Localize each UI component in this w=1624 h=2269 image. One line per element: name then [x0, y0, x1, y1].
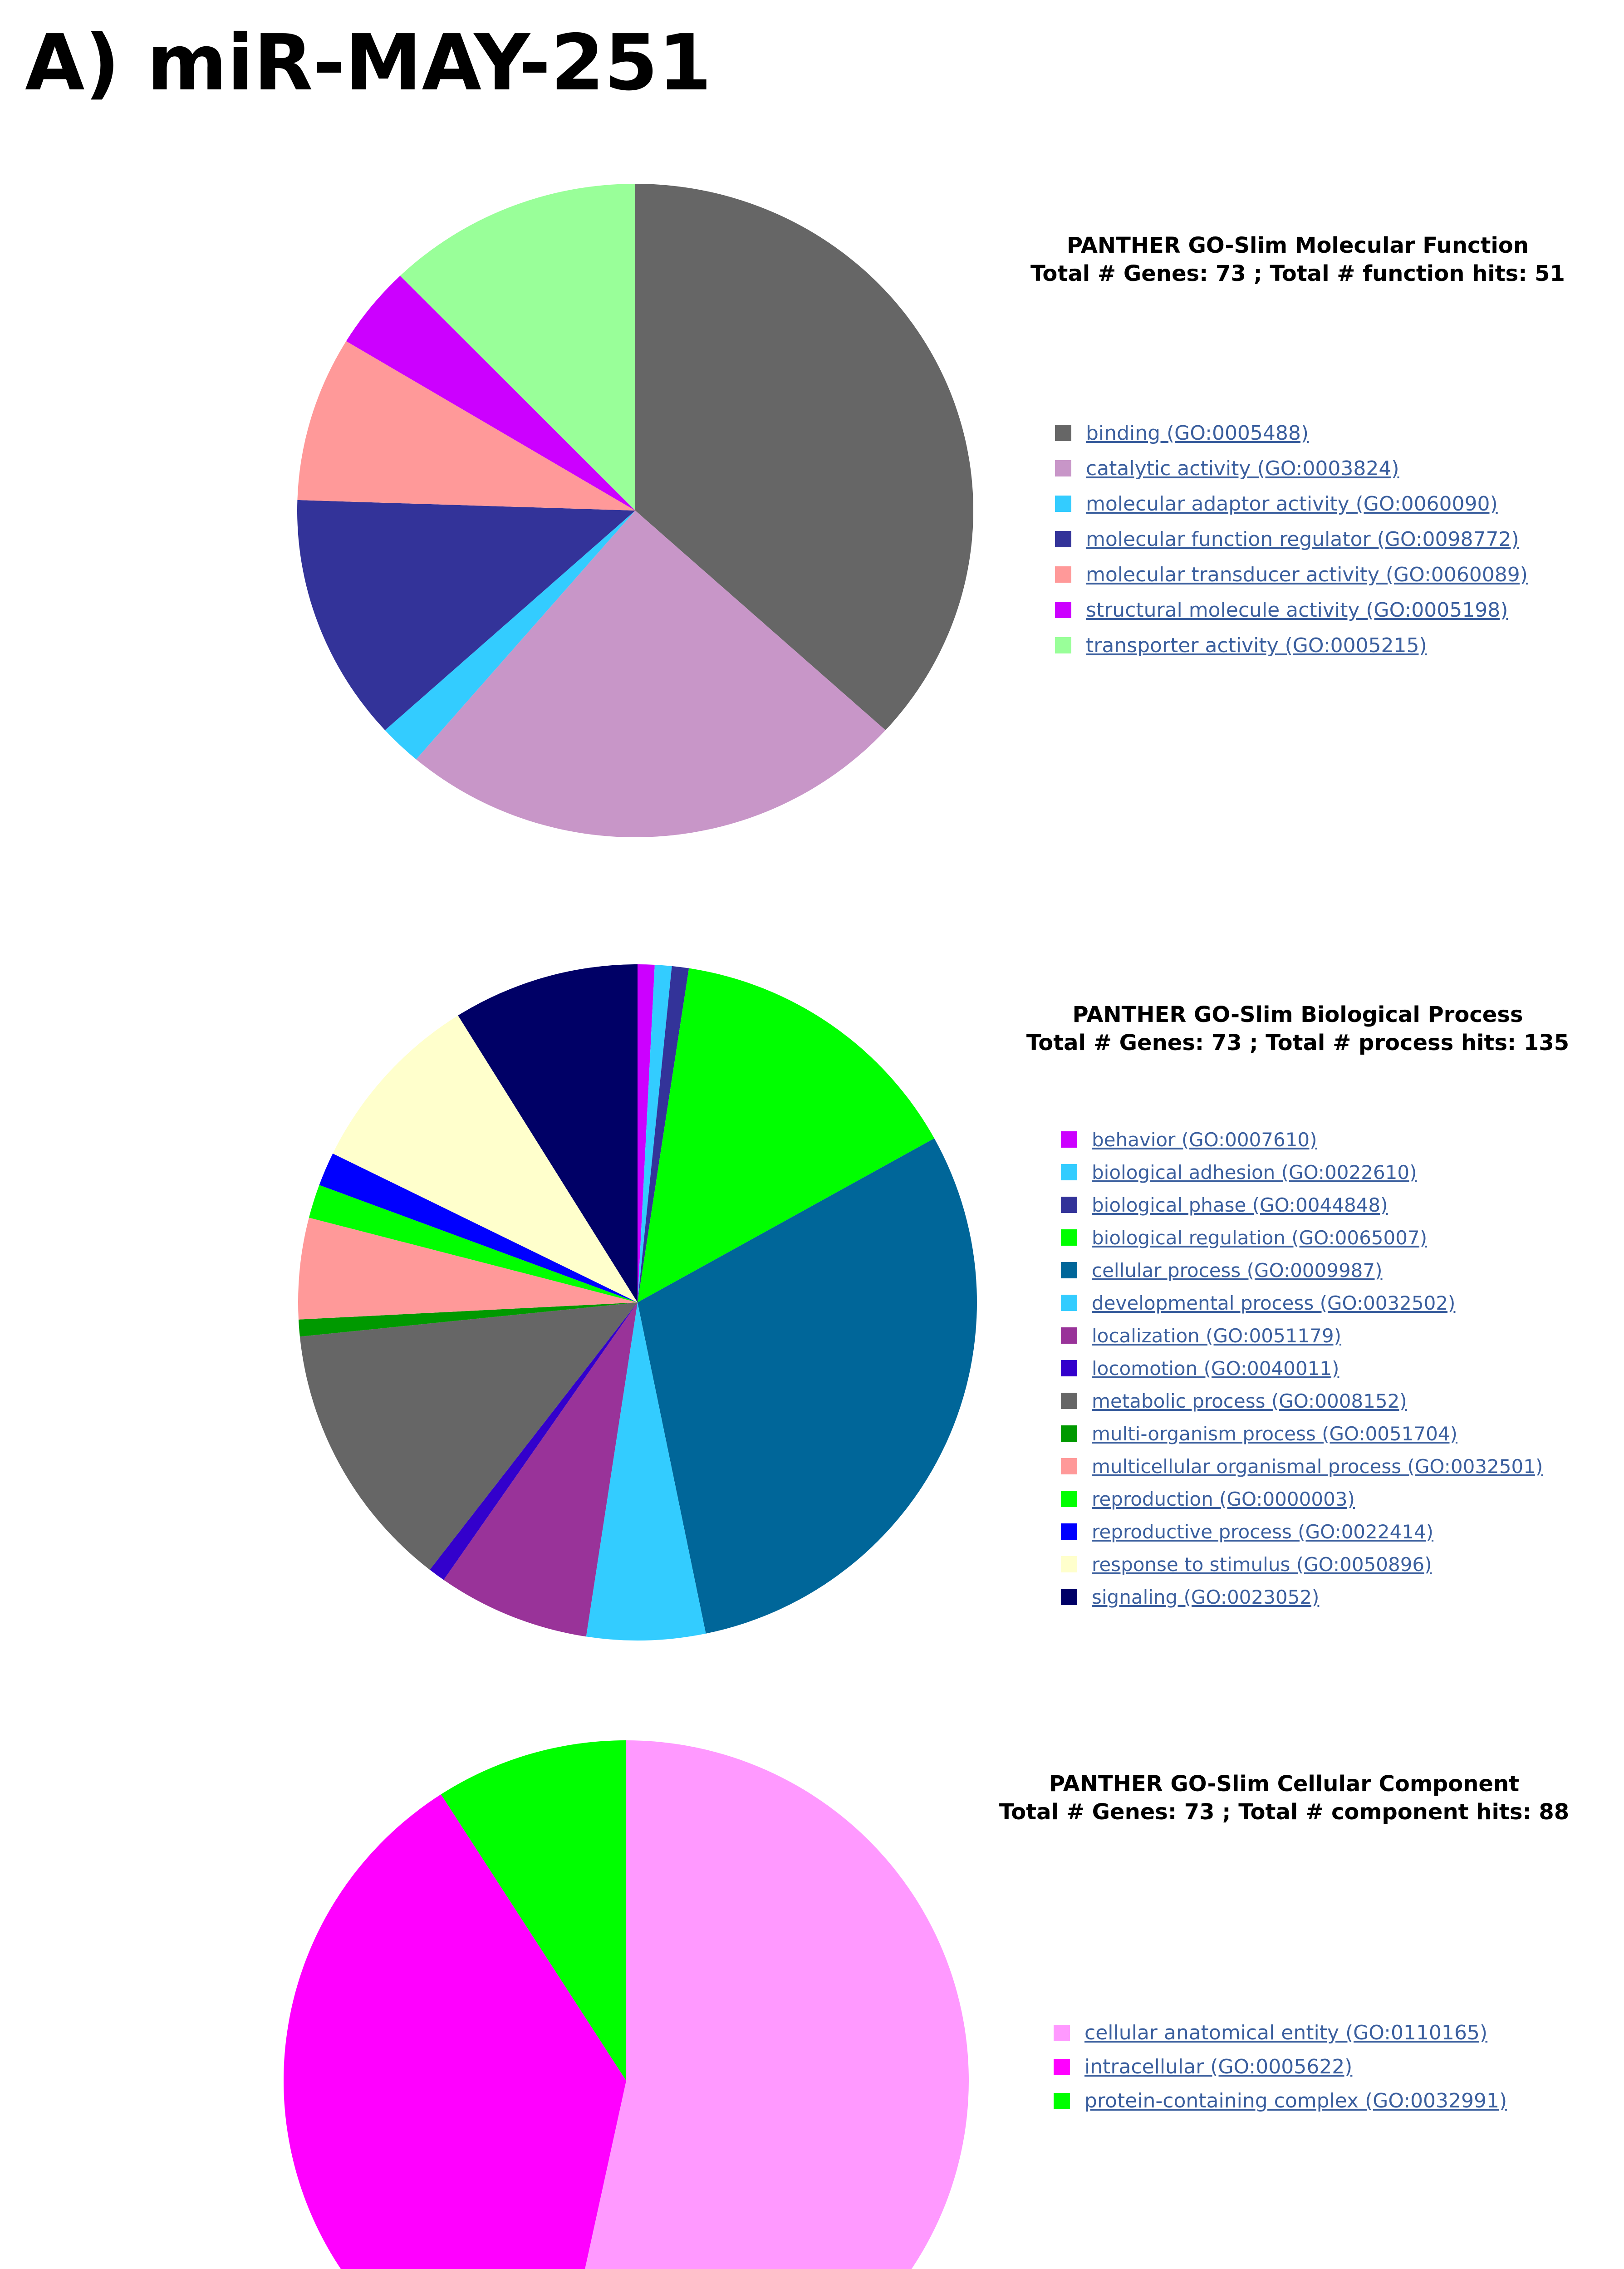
legend-swatch	[1061, 1295, 1077, 1311]
legend-link[interactable]: molecular transducer activity (GO:0060089)	[1086, 563, 1528, 586]
legend-swatch	[1061, 1556, 1077, 1572]
legend-link[interactable]: biological phase (GO:0044848)	[1092, 1193, 1388, 1216]
legend-item-localization	[1061, 1319, 1543, 1352]
legend-item-biological-adhesion	[1061, 1156, 1543, 1189]
legend-swatch	[1055, 425, 1071, 441]
legend-link[interactable]: cellular anatomical entity (GO:0110165)	[1084, 2021, 1488, 2044]
legend-swatch	[1061, 1229, 1077, 1246]
chart-title: PANTHER GO-Slim Molecular Function	[1066, 233, 1529, 258]
legend-item-cellular-anatomical-entity	[1054, 2016, 1507, 2050]
legend-link[interactable]: catalytic activity (GO:0003824)	[1086, 457, 1399, 480]
biological-process-title-block	[989, 1001, 1606, 1057]
chart-title: PANTHER GO-Slim Biological Process	[1072, 1002, 1523, 1027]
legend-item-cellular-process	[1061, 1254, 1543, 1287]
legend-link[interactable]: response to stimulus (GO:0050896)	[1092, 1553, 1432, 1576]
legend-item-protein-containing-complex	[1054, 2084, 1507, 2118]
legend-swatch	[1061, 1131, 1077, 1148]
legend-swatch	[1054, 2093, 1070, 2109]
legend-item-locomotion	[1061, 1352, 1543, 1385]
legend-swatch	[1055, 531, 1071, 547]
chart-title: PANTHER GO-Slim Cellular Component	[1049, 1771, 1520, 1797]
cellular-component-title-block	[962, 1770, 1606, 1826]
biological-process-pie	[297, 962, 978, 1643]
legend-item-biological-regulation	[1061, 1221, 1543, 1254]
legend-link[interactable]: biological adhesion (GO:0022610)	[1092, 1161, 1417, 1184]
chart-subtitle: Total # Genes: 73 ; Total # component hits: 88	[999, 1799, 1570, 1825]
legend-item-reproduction	[1061, 1483, 1543, 1515]
legend-item-multicellular-organismal-process	[1061, 1450, 1543, 1483]
legend-swatch	[1055, 566, 1071, 583]
legend-swatch	[1061, 1491, 1077, 1507]
legend-swatch	[1055, 602, 1071, 618]
legend-link[interactable]: reproductive process (GO:0022414)	[1092, 1520, 1434, 1543]
legend-swatch	[1061, 1523, 1077, 1540]
chart-subtitle: Total # Genes: 73 ; Total # function hits: 51	[1030, 261, 1565, 286]
legend-item-response-to-stimulus	[1061, 1548, 1543, 1581]
legend-item-intracellular	[1054, 2050, 1507, 2084]
biological-process-legend	[1061, 1123, 1543, 1613]
molecular-function-title-block	[989, 231, 1606, 288]
legend-swatch	[1055, 460, 1071, 476]
legend-item-molecular-function-regulator	[1055, 521, 1528, 557]
legend-swatch	[1061, 1589, 1077, 1605]
legend-item-molecular-transducer-activity	[1055, 557, 1528, 592]
legend-link[interactable]: multicellular organismal process (GO:0032501)	[1092, 1455, 1543, 1478]
legend-link[interactable]: cellular process (GO:0009987)	[1092, 1259, 1383, 1282]
legend-link[interactable]: molecular adaptor activity (GO:0060090)	[1086, 492, 1498, 516]
legend-item-transporter-activity	[1055, 628, 1528, 663]
legend-swatch	[1061, 1393, 1077, 1409]
legend-item-structural-molecule-activity	[1055, 592, 1528, 628]
legend-link[interactable]: biological regulation (GO:0065007)	[1092, 1226, 1428, 1249]
legend-swatch	[1054, 2025, 1070, 2041]
legend-swatch	[1054, 2059, 1070, 2075]
cellular-component-legend	[1054, 2016, 1507, 2118]
cellular-component-pie	[284, 1738, 969, 2269]
legend-item-catalytic-activity	[1055, 451, 1528, 486]
legend-link[interactable]: intracellular (GO:0005622)	[1084, 2055, 1353, 2078]
legend-swatch	[1061, 1327, 1077, 1344]
legend-link[interactable]: structural molecule activity (GO:0005198)	[1086, 598, 1508, 622]
legend-item-behavior	[1061, 1123, 1543, 1156]
molecular-function-legend	[1055, 415, 1528, 663]
legend-link[interactable]: multi-organism process (GO:0051704)	[1092, 1422, 1457, 1445]
molecular-function-pie	[295, 182, 976, 840]
legend-swatch	[1055, 637, 1071, 653]
legend-swatch	[1061, 1458, 1077, 1474]
chart-subtitle: Total # Genes: 73 ; Total # process hits: 135	[1026, 1030, 1570, 1056]
legend-link[interactable]: binding (GO:0005488)	[1086, 421, 1309, 445]
legend-link[interactable]: reproduction (GO:0000003)	[1092, 1488, 1355, 1510]
legend-link[interactable]: localization (GO:0051179)	[1092, 1324, 1341, 1347]
legend-link[interactable]: locomotion (GO:0040011)	[1092, 1357, 1339, 1380]
legend-swatch	[1061, 1425, 1077, 1442]
legend-link[interactable]: protein-containing complex (GO:0032991)	[1084, 2089, 1507, 2112]
legend-item-biological-phase	[1061, 1189, 1543, 1221]
legend-swatch	[1061, 1197, 1077, 1213]
figure-label: A) miR-MAY-251	[25, 18, 712, 108]
legend-swatch	[1061, 1360, 1077, 1376]
legend-swatch	[1061, 1164, 1077, 1180]
legend-item-molecular-adaptor-activity	[1055, 486, 1528, 521]
legend-swatch	[1055, 496, 1071, 512]
legend-link[interactable]: metabolic process (GO:0008152)	[1092, 1390, 1407, 1412]
legend-item-binding	[1055, 415, 1528, 451]
legend-link[interactable]: signaling (GO:0023052)	[1092, 1586, 1320, 1608]
legend-item-developmental-process	[1061, 1287, 1543, 1319]
legend-item-signaling	[1061, 1581, 1543, 1613]
legend-link[interactable]: developmental process (GO:0032502)	[1092, 1292, 1456, 1314]
legend-link[interactable]: molecular function regulator (GO:0098772)	[1086, 527, 1519, 551]
legend-link[interactable]: transporter activity (GO:0005215)	[1086, 634, 1427, 657]
legend-link[interactable]: behavior (GO:0007610)	[1092, 1128, 1317, 1151]
legend-item-multi-organism-process	[1061, 1417, 1543, 1450]
legend-item-reproductive-process	[1061, 1515, 1543, 1548]
legend-item-metabolic-process	[1061, 1385, 1543, 1417]
legend-swatch	[1061, 1262, 1077, 1278]
